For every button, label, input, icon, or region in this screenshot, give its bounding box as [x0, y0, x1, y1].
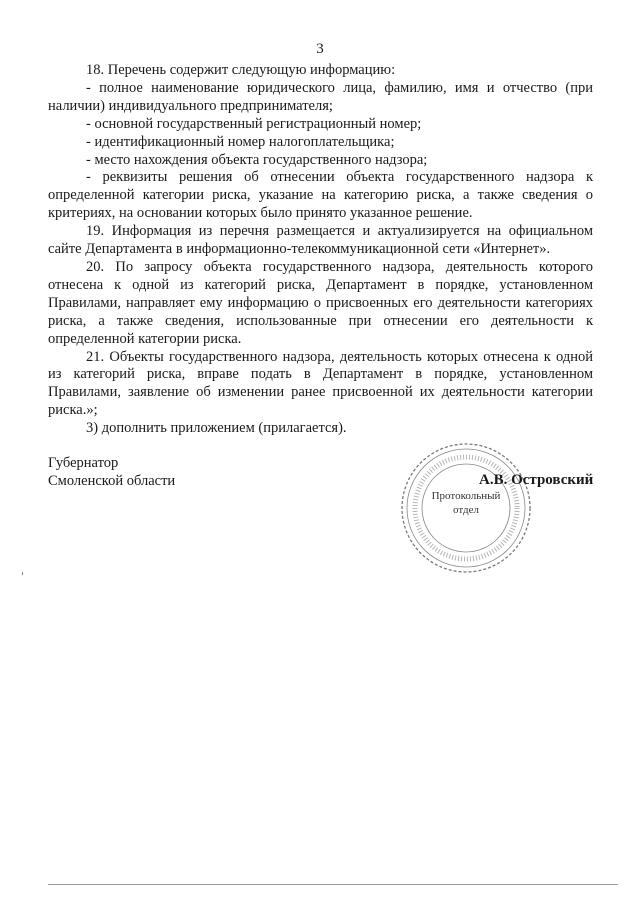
list-item-full-name: - полное наименование юридического лица, фамилию, имя и отчество (при наличии) индивидуального предпринимателя; — [48, 79, 593, 114]
bottom-rule — [48, 884, 618, 885]
signatory-position — [48, 454, 175, 490]
list-item-location: - место нахождения объекта государственного надзора; — [86, 151, 428, 168]
paragraph-19: 19. Информация из перечня размещается и актуализируется на официальном сайте Департамента в информационно-телекоммуникационной сети «Интернет». — [48, 223, 593, 258]
list-item-decision-details: - реквизиты решения об отнесении объекта государственного надзора к определенной категории риска, указание на категорию риска, а также сведения о критериях, на основании которых было принято указанное решение. — [48, 169, 593, 222]
document-body — [48, 62, 593, 438]
paragraph-21: 21. Объекты государственного надзора, деятельность которых отнесена к одной из категорий риска, вправе подать в Департамент в порядке, установленном Правилами, заявление об изменении ранее присвоенной их деятельности категории риска.»; — [48, 348, 593, 419]
stamp-inner-text — [423, 489, 509, 517]
position-region: Смоленской области — [48, 473, 176, 489]
paragraph-20: 20. По запросу объекта государственного надзора, деятельность которого отнесена к одной из категорий риска, Департамент в порядке, установленном Правилами, направляет ему информацию о присвоенных его деятельности категориях риска, а также сведения, использованные при отнесении его деятельности к определенной категории риска. — [48, 258, 593, 347]
position-title: Губернатор — [48, 455, 119, 471]
list-item-ogrn: - основной государственный регистрационный номер; — [86, 115, 422, 132]
paragraph-amendment-3: 3) дополнить приложением (прилагается). — [86, 420, 347, 437]
list-item-inn: - идентификационный номер налогоплательщика; — [86, 133, 395, 150]
scan-artifact — [22, 572, 23, 575]
page-number: 3 — [316, 41, 324, 57]
stamp-line-1: Протокольный — [431, 490, 501, 502]
signer-name: А.В. Островский — [479, 472, 594, 488]
paragraph-18-intro: 18. Перечень содержит следующую информацию: — [86, 62, 396, 78]
stamp-line-2: отдел — [453, 504, 479, 516]
